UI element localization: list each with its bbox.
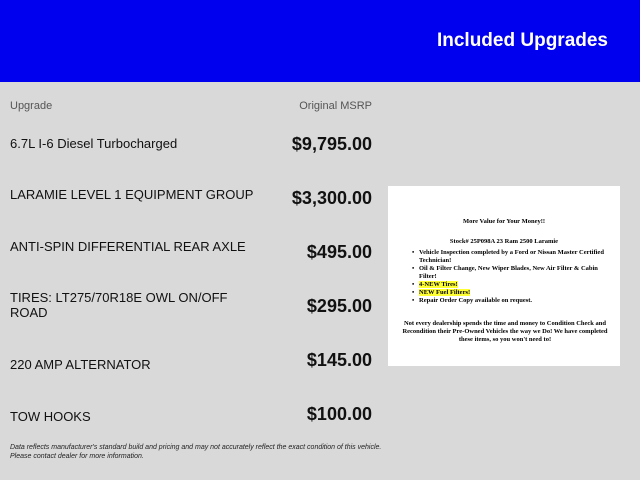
upgrade-price: $9,795.00 [291, 134, 372, 154]
upgrade-price: $295.00 [306, 296, 372, 316]
promo-item: • Vehicle Inspection completed by a Ford or Nissan Master Certified Technician! [412, 249, 612, 265]
upgrade-row [10, 350, 372, 404]
upgrade-price: $100.00 [306, 404, 372, 424]
upgrade-row [10, 134, 372, 188]
promo-item: • 4-NEW Tires! [412, 281, 612, 289]
upgrade-row [10, 238, 372, 292]
promo-item: • NEW Fuel Filters! [412, 289, 612, 297]
upgrade-name: LARAMIE LEVEL 1 EQUIPMENT GROUP [10, 187, 254, 202]
upgrade-name: TIRES: LT275/70R18E OWL ON/OFF ROAD [10, 290, 228, 320]
upgrade-name: ANTI-SPIN DIFFERENTIAL REAR AXLE [10, 239, 246, 254]
msrp-column-header: Original MSRP [299, 100, 372, 112]
promo-headline: More Value for Your Money!! [462, 218, 546, 225]
promo-footer: Not every dealership spends the time and money to Condition Check and Recondition their Pre-Owned Vehicles the way we Do! We have completed these items, so you won't need to! [402, 320, 608, 343]
upgrade-price: $145.00 [306, 350, 372, 370]
upgrade-price: $495.00 [306, 242, 372, 262]
upgrade-row [10, 186, 372, 240]
upgrade-name: 220 AMP ALTERNATOR [10, 357, 151, 372]
upgrade-row [10, 290, 372, 344]
promo-stock-line: Stock# 25P098A 23 Ram 2500 Laramie [449, 238, 559, 245]
disclaimer-text: Data reflects manufacturer's standard build and pricing and may not accurately reflect the exact condition of this vehicle. Please contact dealer for more information. [10, 444, 382, 460]
upgrade-column-header: Upgrade [10, 100, 53, 112]
page-title: Included Upgrades [436, 30, 608, 51]
upgrade-name: TOW HOOKS [10, 409, 91, 424]
promo-list [412, 249, 612, 305]
upgrade-name: 6.7L I-6 Diesel Turbocharged [10, 136, 178, 151]
dealer-promo-image [388, 186, 620, 366]
header-banner [0, 0, 640, 82]
promo-item: • Oil & Filter Change, New Wiper Blades, New Air Filter & Cabin Filter! [412, 265, 612, 281]
promo-item: • Repair Order Copy available on request. [412, 297, 612, 305]
upgrade-price: $3,300.00 [291, 188, 372, 208]
